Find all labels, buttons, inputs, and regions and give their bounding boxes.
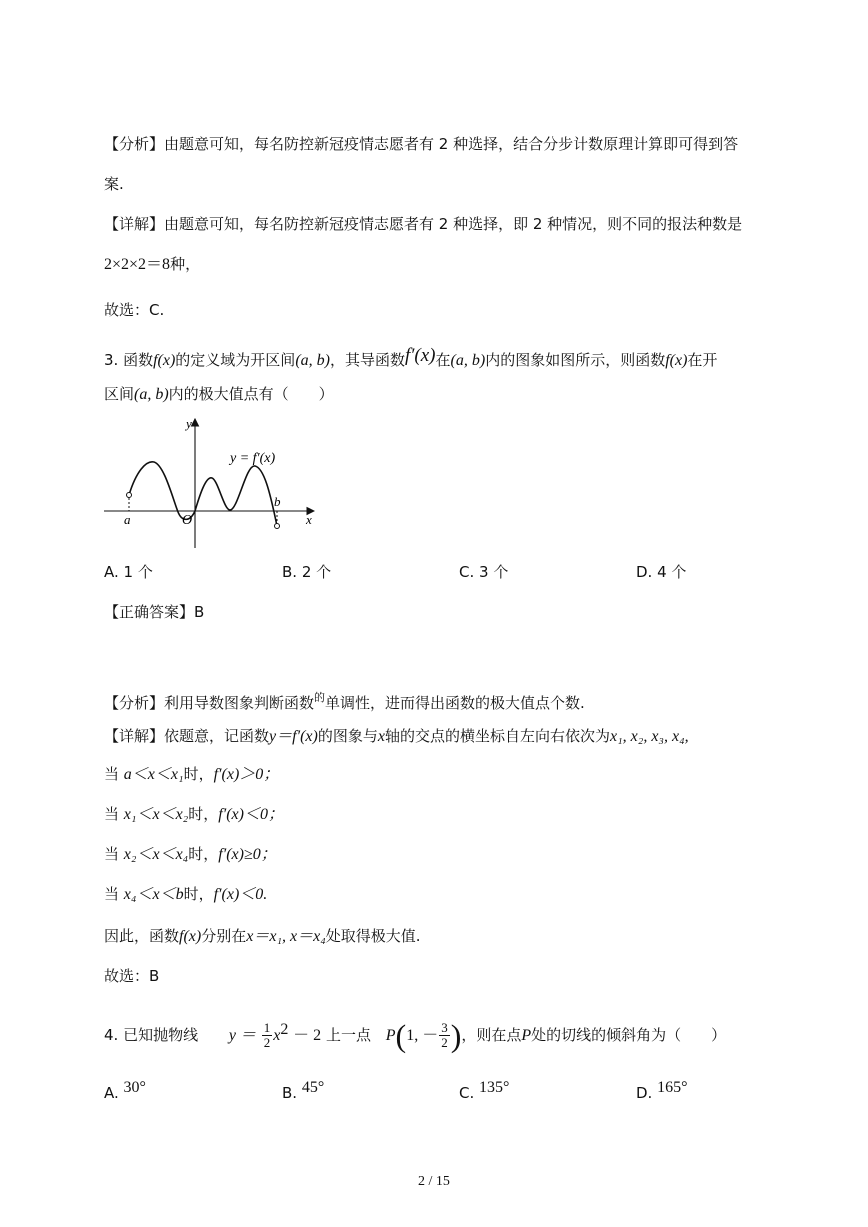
- q4-square: 2: [280, 1021, 289, 1038]
- detail-text: 由题意可知，每名防控新冠疫情志愿者有 2 种选择，即 2 种情况，则不同的报法种数是: [164, 215, 743, 233]
- q4-fraction: [262, 1021, 273, 1050]
- analysis3-tag: 【分析】: [104, 694, 165, 712]
- case-condition: x₁＜x＜x₂: [123, 806, 189, 823]
- case-result: f′(x)＞0；: [213, 766, 280, 783]
- question-4: [104, 1010, 726, 1060]
- q3-line2-a: 区间: [104, 385, 135, 403]
- option-4a: [104, 1078, 146, 1103]
- analysis3-small: 的: [314, 691, 326, 704]
- option-4a-label: A.: [104, 1084, 119, 1102]
- analysis-tag: 【分析】: [104, 135, 165, 153]
- case-pre: 当: [104, 765, 120, 783]
- page-number: 2 / 15: [418, 1174, 450, 1189]
- question-3-line-1: [104, 346, 717, 371]
- detail3-text-b: 的图象与: [317, 727, 378, 745]
- conclusion-text-c: 处取得极大值.: [325, 927, 421, 945]
- case-mid: 时，: [188, 845, 219, 863]
- conclusion-points: x＝x₁, x＝x₄: [246, 928, 326, 945]
- case-condition: a＜x＜x₁: [123, 766, 184, 783]
- origin-label: O: [182, 513, 193, 528]
- analysis-line-2: [104, 174, 124, 194]
- q3-interval-3: (a, b): [134, 386, 169, 403]
- product-formula: 2×2×2＝8: [104, 256, 171, 273]
- option-4d-value: 165°: [657, 1079, 688, 1096]
- analysis-text-end: 案.: [104, 175, 124, 193]
- q4-prefix: 4. 已知抛物线: [104, 1026, 199, 1044]
- q3-fx: f(x): [153, 352, 176, 369]
- derivative-graph: [100, 414, 322, 554]
- conclusion-3: [104, 926, 421, 947]
- q3-text-c: 在: [435, 351, 451, 369]
- analysis-line-1: [104, 134, 738, 154]
- q4-point-p-2: P: [521, 1027, 532, 1044]
- a-label: a: [124, 512, 131, 527]
- answer-tag: 【正确答案】: [104, 603, 195, 621]
- option-4b: [282, 1078, 324, 1103]
- option-4c: [459, 1078, 509, 1103]
- option-4b-value: 45°: [301, 1079, 325, 1096]
- b-label: b: [274, 494, 281, 509]
- option-3b: B. 2 个: [282, 563, 332, 581]
- answer-value: B: [194, 603, 205, 621]
- q3-fprime: f′(x): [404, 345, 436, 366]
- option-4c-value: 135°: [479, 1079, 510, 1096]
- detail3-tag: 【详解】: [104, 727, 165, 745]
- case-mid: 时，: [183, 765, 214, 783]
- case-line-1: [104, 764, 279, 785]
- q4-frac-den: 2: [263, 1035, 271, 1050]
- q4-text-a: ，则在点: [461, 1026, 522, 1044]
- case-pre: 当: [104, 845, 120, 863]
- analysis3-text-a: 利用导数图象判断函数: [164, 694, 315, 712]
- option-4b-label: B.: [282, 1084, 298, 1102]
- case-mid: 时，: [188, 805, 219, 823]
- q3-text-a: 的定义域为开区间: [175, 351, 296, 369]
- case-pre: 当: [104, 885, 120, 903]
- q3-prefix: 3. 函数: [104, 351, 154, 369]
- choice-line-1: 故选：C.: [104, 301, 165, 319]
- q4-paren-close: ): [450, 1017, 462, 1054]
- detail-text-end: 种，: [170, 255, 201, 273]
- detail3-text-a: 依题意，记函数: [164, 727, 270, 745]
- q4-on-point: 上一点: [325, 1026, 371, 1044]
- q4-coord-num: 3: [441, 1020, 448, 1035]
- q4-point-p: P: [385, 1027, 396, 1044]
- answer-3: [104, 602, 204, 622]
- analysis3-text-b: 单调性，进而得出函数的极大值点个数.: [325, 694, 585, 712]
- detail-line-2: [104, 254, 200, 275]
- analysis-text: 由题意可知，每名防控新冠疫情志愿者有 2 种选择，结合分步计数原理计算即可得到答: [164, 135, 739, 153]
- case-line-2: [104, 804, 284, 825]
- case-result: f′(x)＜0；: [218, 806, 284, 823]
- question-3-line-2: [104, 384, 334, 405]
- detail3-xvar: x: [377, 728, 385, 745]
- conclusion-fx: f(x): [179, 928, 202, 945]
- detail3-text-c: 轴的交点的横坐标自左向右依次为: [384, 727, 610, 745]
- q4-coord-frac: [439, 1021, 450, 1050]
- q4-coord-den: 2: [441, 1035, 448, 1050]
- q3-text-d: 内的图象如图所示，则函数: [485, 351, 666, 369]
- case-pre: 当: [104, 805, 120, 823]
- conclusion-text-a: 因此，函数: [104, 927, 180, 945]
- detail-3-line: [104, 726, 689, 747]
- option-4d-label: D.: [636, 1084, 653, 1102]
- option-3a: A. 1 个: [104, 563, 153, 581]
- detail-tag: 【详解】: [104, 215, 165, 233]
- q4-text-b: 处的切线的倾斜角为（ ）: [531, 1026, 727, 1044]
- q3-interval: (a, b): [295, 352, 330, 369]
- case-line-3: [104, 844, 277, 865]
- case-line-4: [104, 884, 267, 905]
- option-4c-label: C.: [459, 1084, 475, 1102]
- x-axis-label: x: [306, 512, 312, 527]
- choice-line-3: 故选：B: [104, 967, 160, 985]
- detail3-roots: x₁, x₂, x₃, x₄,: [609, 728, 689, 745]
- q3-text-e: 在开: [687, 351, 718, 369]
- q4-frac-num: 1: [263, 1020, 271, 1035]
- q3-text-b: ，其导函数: [329, 351, 405, 369]
- q3-line2-b: 内的极大值点有（ ）: [168, 385, 334, 403]
- q3-fx-2: f(x): [665, 352, 688, 369]
- case-condition: x₄＜x＜b: [123, 886, 184, 903]
- q4-coord-x: 1, －: [406, 1027, 439, 1044]
- analysis-3: [104, 688, 585, 713]
- q4-paren-open: (: [395, 1017, 407, 1054]
- detail3-eq: y＝f′(x): [269, 728, 318, 745]
- case-mid: 时，: [183, 885, 214, 903]
- curve-label: y = f′(x): [230, 451, 276, 466]
- option-4d: [636, 1078, 688, 1103]
- open-endpoint-a: [127, 493, 132, 498]
- detail-line-1: [104, 214, 742, 234]
- option-4a-value: 30°: [123, 1079, 146, 1096]
- q3-interval-2: (a, b): [450, 352, 486, 369]
- option-3d: D. 4 个: [636, 563, 687, 581]
- open-endpoint-b: [275, 524, 280, 529]
- case-condition: x₂＜x＜x₄: [123, 846, 189, 863]
- derivative-curve: [129, 462, 277, 526]
- y-axis-label: y: [186, 416, 192, 431]
- q4-minus-2: － 2: [293, 1027, 322, 1044]
- q4-y-eq: y ＝: [228, 1027, 256, 1044]
- case-result: f′(x)＜0.: [213, 886, 268, 903]
- case-result: f′(x)≥0；: [218, 846, 277, 863]
- q4-x: x: [273, 1027, 281, 1044]
- conclusion-text-b: 分别在: [201, 927, 247, 945]
- option-3c: C. 3 个: [459, 563, 509, 581]
